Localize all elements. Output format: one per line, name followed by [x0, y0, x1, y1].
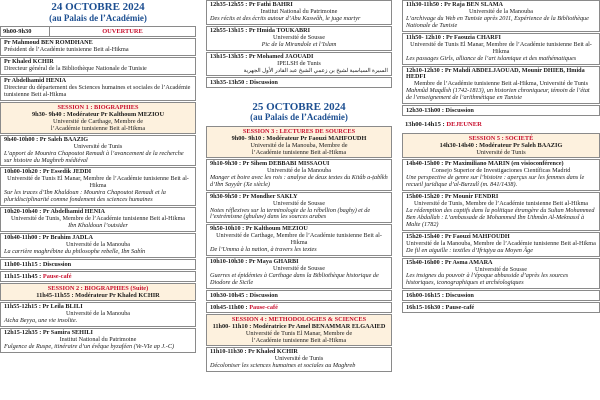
speaker-role: Directeur général de la Bibliothèque Nationale de Tunisie [4, 64, 147, 72]
talk-title: Notes réflexives sur la terminologie de la rébellion (baghy) et de l’extrémisme (ghuluw) dans les sources arabes [210, 206, 371, 221]
talk-speaker: 15h40-16h00 : Pr Asma AMARA [406, 258, 493, 266]
talk-entry [0, 167, 196, 206]
session-moderator: 9h30- 9h40 : Modérateur Pr Kalthoum MEZIOU [32, 110, 164, 118]
lunch-row [402, 120, 600, 129]
talk-title: L’archivage du Web en Tunisie après 2011, Expérience de la Bibliothèque Nationale de Tunisie [406, 14, 589, 29]
talk-entry [0, 302, 196, 327]
speaker-name: Pr Mahmoud BEN ROMDHANE [4, 38, 93, 46]
session-3-header [206, 126, 392, 158]
talk-speaker: 12h15-12h35 : Pr Samira SEHILI [4, 328, 93, 336]
session-affiliation: Université de Tunis [476, 149, 526, 157]
talk-speaker: 9h50-10h10 : Pr Kalthoum MEZIOU [210, 225, 308, 233]
program-column-day1 [0, 0, 196, 400]
session-affiliation: Université de Tunis El Manar, Membre de [245, 330, 353, 338]
talk-entry [206, 347, 392, 372]
program-column-middle [206, 0, 392, 400]
opening-speaker [0, 76, 196, 101]
talk-entry [0, 233, 196, 258]
talk-affiliation: Université de Tunis El Manar, Membre de l’Académie tunisienne Beit al-Hikma [7, 175, 189, 190]
talk-title: Manger et boire avec les rois : analyse de deux textes du Kitâb a-ṭabîkh d’Ibn Sayyâr (Xe siècle) [210, 173, 388, 188]
discussion-row: 13h35-13h50 : Discussion [206, 77, 392, 88]
talk-affiliation: Institut National du Patrimoine [59, 335, 137, 343]
discussion-row: 16h00-16h15 : Discussion [402, 290, 600, 301]
pause-row [206, 302, 392, 313]
talk-affiliation: Université de Tunis [274, 355, 324, 363]
session-moderator: 14h30-14h40 : Modérateur Pr Saleh BAAZIG [439, 142, 563, 150]
talk-title: Aicha Beyya, une vie insolite. [4, 316, 78, 324]
talk-affiliation: Université de la Manouba [65, 309, 131, 317]
talk-affiliation: IPELSH de Tunis [277, 59, 321, 67]
talk-entry [206, 257, 392, 289]
talk-title: Ibn Khaldoun l’outsider [68, 222, 128, 230]
session-title: SESSION 1 : BIOGRAPHIES [57, 103, 139, 111]
talk-title: L’apport de Mounira Chapoutot Remadi à l’avancement de la recherche sur histoire du Maghreb médiéval [4, 149, 184, 164]
session-5-header [402, 133, 600, 158]
lunch-label: DEJEUNER [446, 121, 482, 129]
talk-entry [0, 328, 196, 353]
talk-entry [402, 33, 600, 65]
talk-entry [206, 0, 392, 25]
talk-speaker: 11h55-12h15 : Pr Leila BLILI [4, 302, 83, 310]
talk-affiliation: Université de Tunis El Manar, Membre de l’Académie tunisienne Beit al-Hikma [410, 40, 592, 55]
opening-time: 9h00-9h30 [1, 27, 50, 36]
lunch-time: 13h00-14h15 : [405, 121, 445, 129]
talk-entry [402, 0, 600, 32]
talk-affiliation: Université de Sousse [273, 199, 325, 207]
day-header-24 [0, 2, 196, 23]
talk-entry [402, 66, 600, 105]
talk-speaker: 11h30-11h50 : Pr Raja BEN SLAMA [406, 1, 504, 8]
program-column-day2 [402, 0, 600, 400]
talk-affiliation: Université de Sousse [273, 33, 325, 41]
talk-speaker: 9h30-9h50 : Pr Mondher SAKLY [210, 192, 298, 200]
opening-speaker [0, 38, 196, 56]
talk-speaker: 10h00-10h20 : Pr Essedik JEDDI [4, 168, 92, 176]
pause-label: Pause-café [42, 272, 72, 280]
talk-title: La rédemption des captifs dans la politique étrangère du Sultan Mohammed Ben Abdallah : L’ambassade de Mohammed Ibn Uthmân Al-Meknassî à Malte (1782) [406, 206, 595, 228]
talk-title: Fulgence de Ruspe, itinéraire d’un évêque byzaféen (Ve-VIe ap J.-C) [4, 342, 175, 350]
talk-speaker: 15h00-15h20 : Pr Mounir FENDRI [406, 193, 499, 201]
talk-title: Les passages Girls, alliance de l’art islamique et des mathématiques [406, 54, 577, 62]
speaker-name: Pr Khaled KCHIR [4, 57, 54, 65]
talk-entry [206, 26, 392, 51]
talk-affiliation: Université de la Manouba [468, 7, 534, 15]
talk-affiliation: Université de la Manouba [266, 166, 332, 174]
talk-affiliation: Université de la Manouba [65, 240, 131, 248]
talk-title: Sur les traces d’Ibn Khaldoun : Mounira Chapoutot Remadi et la pluridisciplinarité comme fondement des sciences humaines [4, 189, 166, 204]
session-affiliation: Université de la Manouba, Membre de [250, 141, 348, 149]
talk-speaker: 10h40-11h00 : Pr Brahim JADLA [4, 233, 93, 241]
talk-affiliation: Université de Sousse [475, 265, 527, 273]
talk-title: Une perspective de genre sur l’histoire : aperçus sur les femmes dans le recueil juridique d’al-Burzulî (m. 841/1438). [406, 174, 585, 189]
talk-entry [0, 135, 196, 167]
talk-entry [0, 207, 196, 232]
talk-speaker: 11h10-11h30 : Pr Khaled KCHIR [210, 348, 298, 356]
opening-row [0, 26, 196, 37]
speaker-role: Directeur du département des Sciences humaines et sociales de l’Académie tunisienne Beit al-Hikma [4, 83, 191, 98]
talk-title-arabic: السيرة السياسية لشيخ بن زعمي الشيخ عبد القادر الأول الجهرية [243, 67, 388, 74]
talk-affiliation: Consejo Superior de Investigaciones Científicas Madrid [431, 167, 571, 175]
day-place: (au Palais de l’Académie) [49, 12, 147, 23]
session-title: SESSION 4 : METHODOLOGIES & SCIENCES [231, 315, 367, 323]
talk-entry [206, 52, 392, 76]
talk-title: Des récits et des écrits autour d’Abu Kaswâh, le juge martyr [210, 14, 361, 22]
talk-speaker: 12h55-13h15 : Pr Hmida TOUKABRI [210, 26, 311, 34]
talk-title: Les insignes du pouvoir à l’époque abbasside d’après les sources historiques, iconographiques et archéologiques [406, 272, 569, 287]
talk-speaker: 12h10-12h30 : Pr Mahdi ABDELJAOUAD, Mounir DHIEB, Hmida HEDFI [406, 66, 585, 81]
session-moderator: 9h00- 9h10 : Modérateur Pr Faouzi MAHFOUDH [231, 134, 367, 142]
discussion-row: 12h30-13h00 : Discussion [402, 105, 600, 116]
talk-title: De fil en aiguille : textiles d’Ifriqiya au Moyen Âge [406, 246, 533, 254]
talk-speaker: 12h35-12h55 : Pr Fathi BAHRI [210, 1, 293, 8]
talk-speaker: 9h10-9h30 : Pr Sihem DEBBABI MISSAOUI [210, 159, 330, 167]
day-header-25 [206, 102, 392, 123]
speaker-name: Pr Abdelhamid HENIA [4, 76, 67, 84]
opening-label: OUVERTURE [102, 27, 143, 35]
talk-title: Pic de la Mirandole et l’Islam [261, 40, 337, 48]
opening-speaker [0, 57, 196, 75]
day-place: (au Palais de l’Académie) [250, 112, 348, 123]
session-affiliation: l’Académie tunisienne Beit al-Hikma [251, 337, 347, 345]
talk-affiliation: Université de Tunis [73, 142, 123, 150]
talk-speaker: 10h10-10h30 : Pr Maya GHARBI [210, 258, 299, 266]
talk-affiliation: Membre de l’Académie tunisienne Beit al-Hikma, Université de Tunis [413, 80, 589, 88]
discussion-row: 10h30-10h45 : Discussion [206, 290, 392, 301]
talk-title: Guerres et épidémies à Carthage dans la Bibliothèque historique de Diodore de Sicile [210, 272, 379, 286]
talk-entry [402, 258, 600, 290]
talk-entry [206, 192, 392, 224]
talk-title: Mahmûd Maqdîsh (1742-1813), un historien chroniqueur, témoin de l’état de l’enseignement de l’arithmétique en Tunisie [406, 87, 590, 102]
talk-affiliation: Université de Sousse [273, 265, 325, 273]
talk-affiliation: Université de Tunis, Membre de l’Académie tunisienne Beit al-Hikma [413, 200, 589, 208]
talk-affiliation: Université de Tunis, Membre de l’Académie tunisienne Beit al-Hikma [10, 215, 186, 223]
discussion-row: 11h00-11h15 : Discussion [0, 259, 196, 270]
pause-time: 10h45-11h00 : [210, 303, 248, 311]
session-moderator: 11h00- 11h10 : Modératrice Pr Amel BENAMMAR ELGAAIED [212, 322, 386, 330]
talk-entry [402, 159, 600, 191]
pause-label: Pause-café [249, 303, 278, 311]
session-affiliation: l’Académie tunisienne Beit al-Hikma [50, 124, 146, 132]
session-affiliation: Université de Carthage, Membre de [52, 117, 144, 125]
talk-affiliation: Université de Carthage, Membre de l’Académie tunisienne Beit al-Hikma [216, 232, 382, 247]
talk-speaker: 14h40-15h00 : Pr Maximiliano MARIN (en visioconférence) [406, 160, 564, 168]
talk-speaker: 10h20-10h40 : Pr Abdelhamid HENIA [4, 208, 105, 216]
pause-time: 11h15-11h45 : [4, 272, 42, 280]
talk-entry [402, 232, 600, 257]
session-title: SESSION 5 : SOCIETÉ [468, 135, 534, 143]
talk-speaker: 11h50- 12h10 : Pr Faouzia CHARFI [406, 33, 501, 41]
talk-entry [206, 224, 392, 256]
talk-speaker: 15h20-15h40 : Pr Faouzi MAHFOUDH [406, 232, 510, 240]
talk-entry [402, 192, 600, 231]
session-1-header [0, 102, 196, 134]
session-title: SESSION 2 : BIOGRAPHIES (Suite) [47, 284, 149, 292]
day-date: 25 OCTOBRE 2024 [252, 100, 346, 113]
session-moderator: 11h45-11h55 : Modérateur Pr Khaled KCHIR [36, 291, 160, 299]
speaker-role: Président de l’Académie tunisienne Beit al-Hikma [4, 45, 129, 53]
closing-row: 16h15-16h30 : Pause-café [402, 302, 600, 313]
talk-affiliation: Université de la Manouba, Membre de l’Académie tunisienne Beit al-Hikma [406, 239, 596, 247]
talk-title: Décoloniser les sciences humaines et sociales au Maghreb [210, 361, 356, 369]
talk-speaker: 9h40-10h00 : Pr Saleh BAAZIG [4, 135, 89, 143]
session-affiliation: l’Académie tunisienne Beit al-Hikma [251, 148, 347, 156]
session-4-header [206, 314, 392, 346]
pause-row [0, 271, 196, 282]
session-2-header [0, 283, 196, 301]
session-title: SESSION 3 : LECTURES DE SOURCES [242, 127, 356, 135]
day-date: 24 OCTOBRE 2024 [51, 1, 145, 13]
talk-title: De l’Umma à la nation, à travers les textes [210, 246, 317, 254]
talk-affiliation: Institut National du Patrimoine [260, 7, 338, 15]
talk-title: La carrière maghrébine du philosophe rebelle, Ibn Sabîn [4, 247, 146, 255]
talk-speaker: 13h15-13h35 : Pr Mohamed JAOUADI [210, 52, 314, 60]
talk-entry [206, 159, 392, 191]
